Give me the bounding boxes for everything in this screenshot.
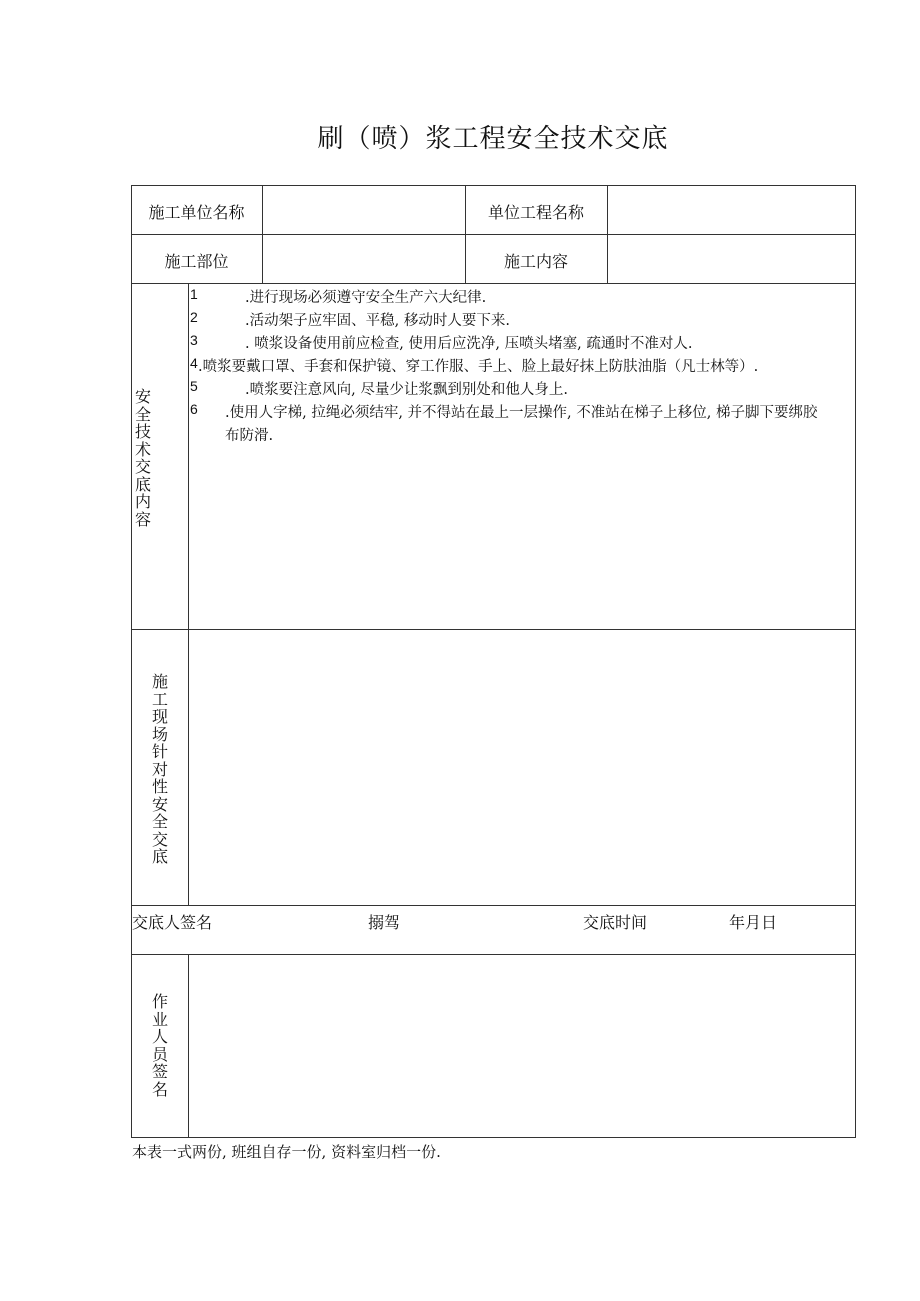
- site-section-label: 施工现场针对性安全交底: [151, 672, 168, 866]
- item-number: 6: [190, 401, 198, 417]
- item-number: 4: [190, 355, 198, 371]
- safety-item: .使用人字梯, 拉绳必须结牢, 并不得站在最上一层操作, 不准站在梯子上移位, 梯子脚下要绑胶: [225, 405, 818, 421]
- project-name-label: 单位工程名称: [487, 203, 584, 222]
- safety-section-label: 安全技术交底内容: [134, 387, 151, 529]
- date-value: 年月日: [729, 913, 778, 932]
- content-label: 施工内容: [503, 252, 568, 271]
- item-number: 3: [190, 332, 198, 348]
- project-name-field[interactable]: [608, 186, 854, 233]
- safety-item: . 喷浆设备使用前应检查, 使用后应洗净, 压喷头堵塞, 疏通时不准对人.: [245, 336, 693, 352]
- footer-note: 本表一式两份, 班组自存一份, 资料室归档一份.: [132, 1143, 441, 1161]
- content-field[interactable]: [608, 235, 854, 282]
- site-section-field[interactable]: [189, 630, 854, 904]
- location-field[interactable]: [263, 235, 464, 282]
- item-number: 1: [190, 286, 198, 302]
- safety-item: .活动架子应牢固、平稳, 移动时人要下来.: [245, 313, 510, 329]
- safety-item: .进行现场必须遵守安全生产六大纪律.: [245, 290, 487, 306]
- location-label: 施工部位: [164, 252, 229, 271]
- worker-signature-field[interactable]: [189, 955, 854, 1137]
- safety-item-continuation: 布防滑.: [225, 428, 274, 444]
- page-title: 刷（喷）浆工程安全技术交底: [317, 124, 669, 154]
- safety-item: .喷浆要注意风向, 尽量少让浆飘到别处和他人身上.: [245, 382, 568, 398]
- unit-name-label: 施工单位名称: [148, 203, 245, 222]
- item-number: 5: [190, 378, 198, 394]
- worker-section-label: 作业人员签名: [151, 992, 168, 1099]
- signer-signature: 搦驾: [368, 913, 401, 932]
- signer-label: 交底人签名: [132, 913, 213, 932]
- time-label: 交底时间: [583, 913, 648, 932]
- safety-item: .喷浆要戴口罩、手套和保护镜、穿工作服、手上、脸上最好抹上防肤油脂（凡士林等）.: [198, 359, 759, 375]
- unit-name-field[interactable]: [263, 186, 464, 233]
- item-number: 2: [190, 309, 198, 325]
